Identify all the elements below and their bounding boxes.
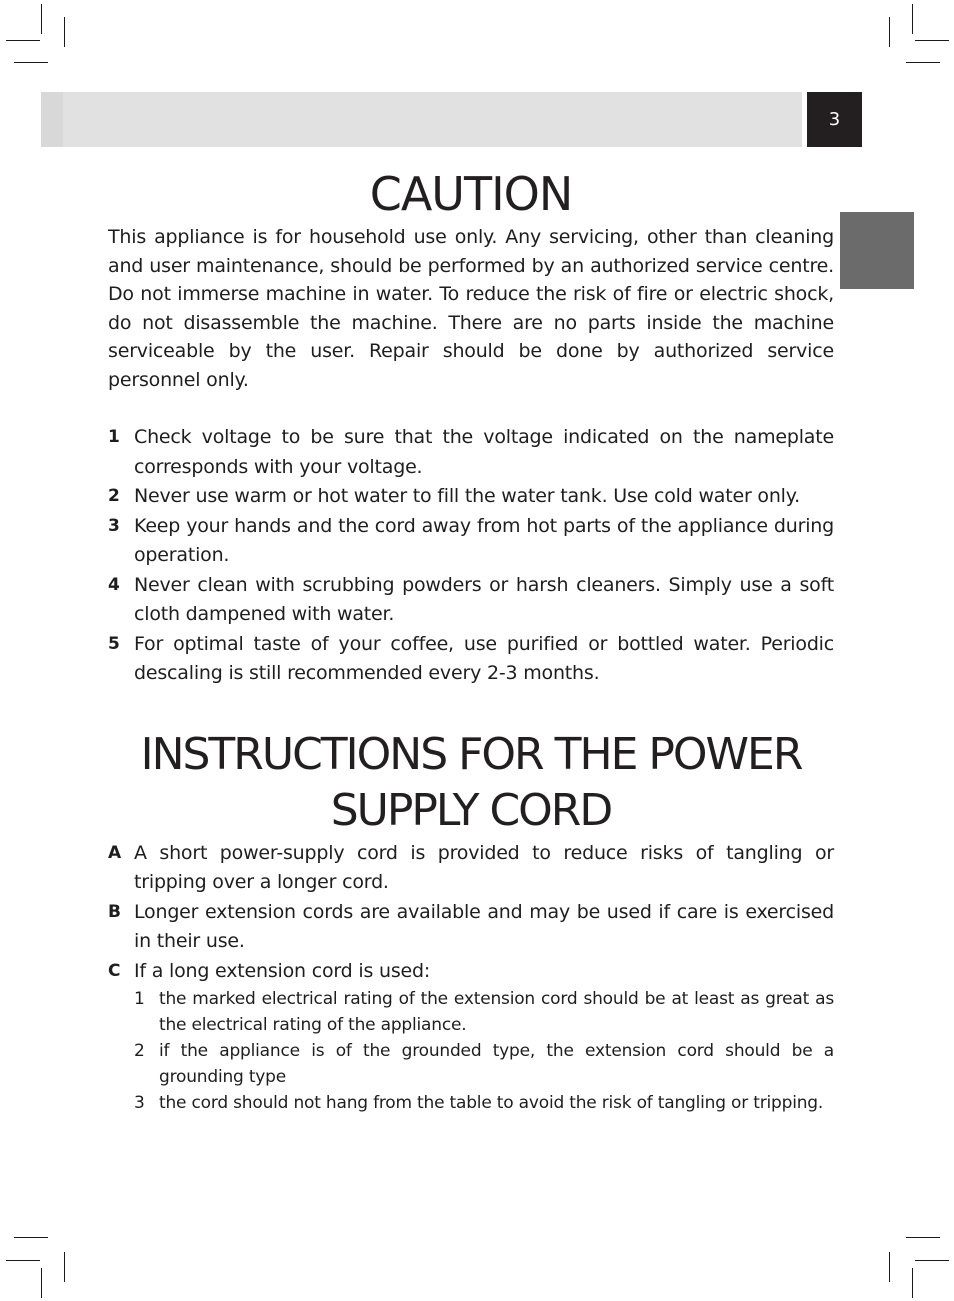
list-item: 2 Never use warm or hot water to fill the water tank. Use cold water only. <box>108 485 800 507</box>
crop-mark <box>915 40 949 41</box>
crop-mark <box>64 1252 65 1282</box>
section-tab <box>840 212 914 289</box>
caution-list <box>108 423 834 689</box>
list-item: 3 Keep your hands and the cord away from hot parts of the appliance during operation. <box>108 514 834 566</box>
page-number: 3 <box>807 92 862 147</box>
crop-mark <box>889 17 890 47</box>
header-bar <box>41 92 802 147</box>
sub-list-item: 3 the cord should not hang from the table to avoid the risk of tangling or tripping. <box>134 1093 824 1113</box>
sub-list <box>134 986 834 1116</box>
crop-mark <box>912 1268 913 1298</box>
crop-mark <box>41 4 42 34</box>
sub-list-item: 2 if the appliance is of the grounded type, the extension cord should be a grounding type <box>134 1041 834 1087</box>
list-item: A A short power-supply cord is provided to reduce risks of tangling or tripping over a longer cord. <box>108 841 834 893</box>
caution-title: CAUTION <box>369 167 573 221</box>
crop-mark <box>41 1268 42 1298</box>
page-content <box>108 165 834 1116</box>
sub-list-item: 1 the marked electrical rating of the extension cord should be at least as great as the electrical rating of the appliance. <box>134 989 834 1035</box>
crop-mark <box>915 1260 949 1261</box>
crop-mark <box>906 62 940 63</box>
crop-mark <box>6 1260 40 1261</box>
crop-mark <box>64 17 65 47</box>
instructions-title: INSTRUCTIONS FOR THE POWER SUPPLY CORD <box>140 728 802 836</box>
list-item: 5 For optimal taste of your coffee, use purified or bottled water. Periodic descaling is still recommended every 2-3 months. <box>108 632 834 684</box>
list-item: C If a long extension cord is used: 1 the marked electrical rating of the extension cord should be at least as great as the electrical rating of the appliance. 2 if the appliance is of the grounded type, the extension cord should be a grounding type 3 the cord should not hang from the table to avoid the risk of tangling or tripping. <box>108 957 834 1117</box>
instructions-list <box>108 839 834 1117</box>
list-item: 1 Check voltage to be sure that the voltage indicated on the nameplate corresponds with your voltage. <box>108 426 834 478</box>
caution-intro: This appliance is for household use only. Any servicing, other than cleaning and user maintenance, should be performed by an authorized service centre. Do not immerse machine in water. To reduce the risk of fire or electric shock, do not disassemble the machine. There are no parts inside the machine serviceable by the user. Repair should be done by authorized service personnel only. <box>108 226 834 391</box>
crop-mark <box>14 1237 48 1238</box>
list-item: 4 Never clean with scrubbing powders or harsh cleaners. Simply use a soft cloth dampened with water. <box>108 573 834 625</box>
crop-mark <box>6 40 40 41</box>
crop-mark <box>906 1237 940 1238</box>
crop-mark <box>912 4 913 34</box>
crop-mark <box>14 62 48 63</box>
list-item: B Longer extension cords are available and may be used if care is exercised in their use. <box>108 900 834 952</box>
crop-mark <box>889 1252 890 1282</box>
